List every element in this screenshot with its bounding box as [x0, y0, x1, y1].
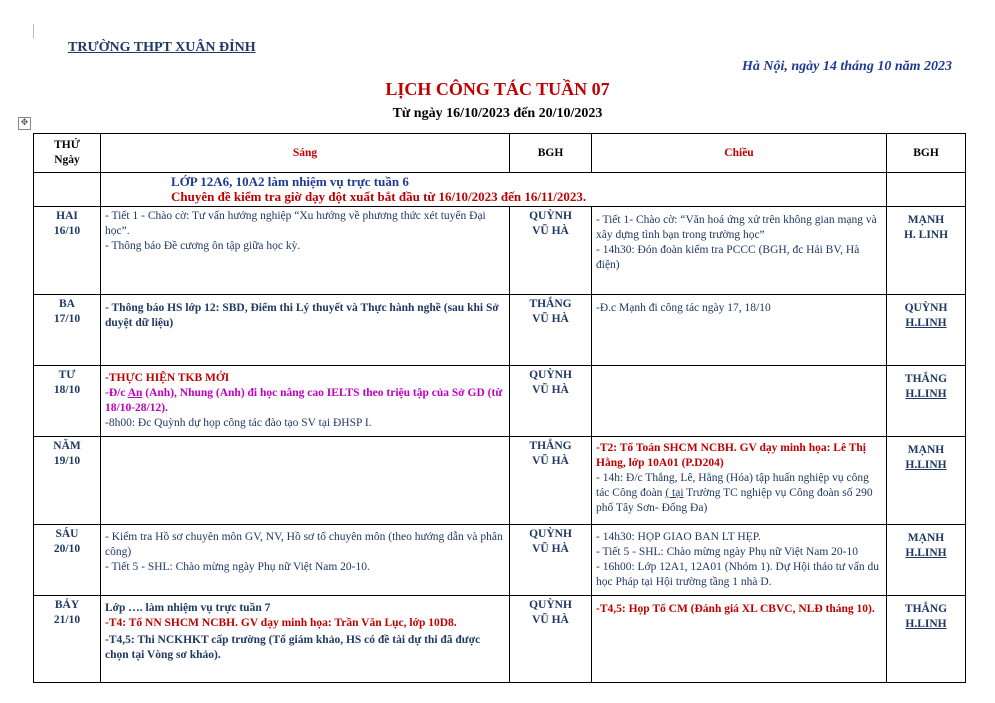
- morning-cell: [101, 596, 510, 683]
- page-subtitle: Từ ngày 16/10/2023 đến 20/10/2023: [392, 106, 603, 121]
- morning-item: - Thông báo HS lớp 12: SBD, Điểm thi Lý thuyết và Thực hành nghề (sau khi Sở duyệt dữ liệu): [105, 302, 499, 329]
- morning-item: - Tiết 5 - SHL: Chào mừng ngày Phụ nữ Việt Nam 20-10.: [105, 561, 370, 573]
- day-date: 16/10: [53, 225, 81, 237]
- bgh-name: H.LINH: [905, 459, 947, 471]
- day-date: 19/10: [53, 455, 81, 467]
- bgh-afternoon-cell: [887, 525, 966, 596]
- day-cell: [34, 437, 101, 525]
- morning-cell: [101, 295, 510, 366]
- col-bgh-morning: BGH: [510, 134, 592, 173]
- bgh-name: MẠNH: [907, 214, 945, 226]
- morning-item: -T4: Tổ NN SHCM NCBH. GV dạy minh họa: Trần Văn Lục, lớp 10D8.: [105, 617, 457, 629]
- morning-item: - Tiết 1 - Chào cờ: Tư vấn hướng nghiệp “Xu hướng về phương thức xét tuyển Đại học”.: [105, 210, 486, 237]
- afternoon-item: -Đ.c Mạnh đi công tác ngày 17, 18/10: [596, 302, 771, 314]
- day-date: 20/10: [53, 543, 81, 555]
- bgh-morning-cell: [510, 525, 592, 596]
- notice-row: [34, 173, 966, 207]
- afternoon-item: - 14h: Đ/c Thắng, Lê, Hằng (Hóa) tập huấn nghiệp vụ công tác Công đoàn ( tại Trường TC nghiệp vụ Công đoàn số 290 phố Tây Sơn- Đống Đa): [596, 472, 873, 514]
- morning-cell: [101, 525, 510, 596]
- afternoon-cell: [592, 295, 887, 366]
- day-label: NĂM: [53, 440, 81, 452]
- col-day: [34, 134, 101, 173]
- afternoon-item: - 14h30: Đón đoàn kiểm tra PCCC (BGH, đc Hải BV, Hà điện): [596, 244, 860, 271]
- afternoon-cell: [592, 596, 887, 683]
- date-line: Hà Nội, ngày 14 tháng 10 năm 2023: [741, 59, 952, 74]
- bgh-name: THẮNG: [529, 440, 572, 452]
- school-name: TRƯỜNG THPT XUÂN ĐỈNH: [68, 40, 256, 55]
- morning-item: -8h00: Đc Quỳnh dự họp công tác đào tạo SV tại ĐHSP I.: [105, 417, 372, 429]
- day-label: SÁU: [55, 528, 79, 540]
- morning-item: Lớp …. làm nhiệm vụ trực tuần 7: [105, 602, 271, 614]
- bgh-name: H.LINH: [905, 547, 947, 559]
- day-date: 21/10: [53, 614, 81, 626]
- bgh-name: H.LINH: [905, 618, 947, 630]
- day-label: BẢY: [54, 599, 80, 611]
- bgh-name: QUỲNH: [529, 210, 572, 222]
- bgh-afternoon-cell: [887, 295, 966, 366]
- bgh-morning-cell: [510, 596, 592, 683]
- morning-item: -Đ/c An (Anh), Nhung (Anh) đi học nâng cao IELTS theo triệu tập của Sở GD (từ 18/10-28/12).: [105, 387, 503, 414]
- afternoon-cell: [592, 366, 887, 437]
- afternoon-cell: [592, 437, 887, 525]
- page-corner-mark: [33, 24, 34, 38]
- day-label: BA: [59, 298, 75, 310]
- afternoon-item: - Tiết 1- Chào cờ: “Văn hoá ứng xử trên không gian mạng và xây dựng tình bạn trong trường học”: [596, 214, 877, 241]
- notice-line-2: Chuyên đề kiểm tra giờ dạy đột xuất bắt đầu từ 16/10/2023 đến 16/11/2023.: [171, 189, 587, 204]
- afternoon-item: - 16h00: Lớp 12A1, 12A01 (Nhóm 1). Dự Hội thảo tư vấn du học Pháp tại Hội trường tầng 1 nhà D.: [596, 561, 880, 588]
- col-bgh-afternoon: BGH: [887, 134, 966, 173]
- bgh-morning-cell: [510, 207, 592, 295]
- day-cell: [34, 525, 101, 596]
- bgh-name: MẠNH: [907, 532, 945, 544]
- bgh-name: VŨ HÀ: [532, 225, 569, 237]
- bgh-afternoon-cell: [887, 207, 966, 295]
- col-morning: Sáng: [101, 134, 510, 173]
- bgh-name: H.LINH: [905, 317, 947, 329]
- table-row: [34, 295, 966, 366]
- header-row: [34, 134, 966, 173]
- bgh-name: QUỲNH: [529, 599, 572, 611]
- bgh-name: H. LINH: [903, 229, 949, 241]
- day-date: 17/10: [53, 313, 81, 325]
- day-label: HAI: [56, 210, 78, 222]
- col-day-line1: THỨ: [54, 139, 80, 151]
- afternoon-item: - 14h30: HỌP GIAO BAN LT HẸP.: [596, 531, 761, 543]
- morning-item: -T4,5: Thi NCKHKT cấp trường (Tổ giám khảo, HS có đề tài dự thi đã được chọn tại Vòng sơ khảo).: [105, 634, 481, 661]
- bgh-name: QUỲNH: [529, 369, 572, 381]
- day-date: 18/10: [53, 384, 81, 396]
- bgh-name: VŨ HÀ: [532, 543, 569, 555]
- col-afternoon: Chiều: [592, 134, 887, 173]
- bgh-afternoon-cell: [887, 596, 966, 683]
- morning-item: - Kiểm tra Hồ sơ chuyên môn GV, NV, Hồ sơ tổ chuyên môn (theo hướng dẫn và phân công): [105, 531, 503, 558]
- page-title: LỊCH CÔNG TÁC TUẦN 07: [385, 79, 610, 99]
- morning-item: - Thông báo Đề cương ôn tập giữa học kỳ.: [105, 240, 301, 252]
- notice-cell: [101, 173, 887, 207]
- move-icon[interactable]: ✥: [18, 117, 31, 130]
- day-label: TƯ: [58, 369, 76, 381]
- notice-row-day-cell: [34, 173, 101, 207]
- afternoon-cell: [592, 207, 887, 295]
- bgh-name: THẮNG: [904, 373, 948, 385]
- bgh-afternoon-cell: [887, 366, 966, 437]
- day-cell: [34, 596, 101, 683]
- bgh-morning-cell: [510, 366, 592, 437]
- bgh-afternoon-cell: [887, 437, 966, 525]
- morning-cell: [101, 366, 510, 437]
- morning-item: -THỰC HIỆN TKB MỚI: [105, 372, 230, 384]
- notice-line-1: LỚP 12A6, 10A2 làm nhiệm vụ trực tuần 6: [171, 174, 409, 189]
- table-row: [34, 366, 966, 437]
- col-day-line2: Ngày: [54, 154, 80, 166]
- bgh-name: VŨ HÀ: [532, 313, 569, 325]
- bgh-morning-cell: [510, 437, 592, 525]
- bgh-name: MẠNH: [907, 444, 945, 456]
- day-cell: [34, 295, 101, 366]
- table-row: [34, 596, 966, 683]
- bgh-name: THẮNG: [529, 298, 572, 310]
- bgh-name: VŨ HÀ: [532, 614, 569, 626]
- bgh-name: H.LINH: [905, 388, 947, 400]
- bgh-name: QUỲNH: [529, 528, 572, 540]
- schedule-table: [33, 133, 966, 683]
- bgh-morning-cell: [510, 295, 592, 366]
- afternoon-item: -T4,5: Họp Tổ CM (Đánh giá XL CBVC, NLĐ tháng 10).: [596, 603, 875, 615]
- bgh-name: VŨ HÀ: [532, 455, 569, 467]
- table-row: [34, 437, 966, 525]
- morning-cell: [101, 207, 510, 295]
- table-row: [34, 525, 966, 596]
- day-cell: [34, 207, 101, 295]
- bgh-name: QUỲNH: [904, 302, 948, 314]
- morning-cell: [101, 437, 510, 525]
- bgh-name: VŨ HÀ: [532, 384, 569, 396]
- notice-row-bgh-cell: [887, 173, 966, 207]
- afternoon-cell: [592, 525, 887, 596]
- bgh-name: THẮNG: [904, 603, 948, 615]
- afternoon-item: -T2: Tổ Toán SHCM NCBH. GV dạy minh họa: Lê Thị Hằng, lớp 10A01 (P.D204): [596, 442, 867, 469]
- table-row: [34, 207, 966, 295]
- afternoon-item: - Tiết 5 - SHL: Chào mừng ngày Phụ nữ Việt Nam 20-10: [596, 546, 859, 558]
- day-cell: [34, 366, 101, 437]
